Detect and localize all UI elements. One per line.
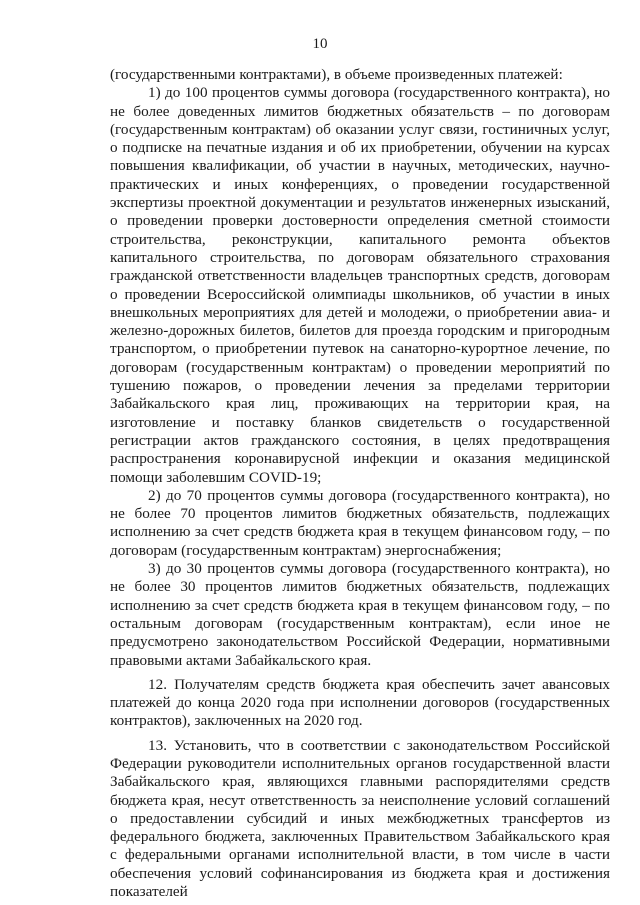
paragraph-item-1: 1) до 100 процентов суммы договора (государственного контракта), но не более доведенных лимитов бюджетных обязательств – по договорам (государственным контрактам) об оказании услуг связи, гостиничных услуг, о подписке на печатные издания и об их приобретении, обучении на курсах повышения квалификации, об участии в научных, методических, научно-практических и иных конференциях, о проведении государственной экспертизы проектной документации и результатов инженерных изысканий, о проведении проверки достоверности определения сметной стоимости строительства, реконструкции, капитального ремонта объектов капитального строительства, по договорам обязательного страхования гражданской ответственности владельцев транспортных средств, договорам о проведении Всероссийской олимпиады школьников, об участии в иных внешкольных мероприятиях для детей и молодежи, о приобретении авиа- и железно-дорожных билетов, билетов для проезда городским и пригородным транспортом, о приобретении путевок на санаторно-курортное лечение, по договорам (государственным контрактам) о проведении мероприятий по тушению пожаров, о проведении лечения за пределами территории Забайкальского края лиц, проживающих на территории края, на изготовление и поставку бланков свидетельств о государственной регистрации актов гражданского состояния, в целях предотвращения распространения коронавирусной инфекции и оказания медицинской помощи заболевшим COVID-19; xyxy=(110,84,610,486)
page-number: 10 xyxy=(312,36,328,52)
paragraph-item-3: 3) до 30 процентов суммы договора (государственного контракта), но не более 30 процентов лимитов бюджетных обязательств, подлежащих исполнению за счет средств бюджета края в текущем финансовом году, – по остальным договорам (государственным контрактам), если иное не предусмотрено законодательством Российской Федерации, нормативными правовыми актами Забайкальского края. xyxy=(110,560,610,669)
paragraph-continuation: (государственными контрактами), в объеме произведенных платежей: xyxy=(110,66,563,83)
document-body xyxy=(110,66,610,901)
paragraph-clause-12: 12. Получателям средств бюджета края обеспечить зачет авансовых платежей до конца 2020 года при исполнении договоров (государственных контрактов), заключенных на 2020 год. xyxy=(110,675,610,730)
paragraph-clause-13: 13. Установить, что в соответствии с законодательством Российской Федерации руководители исполнительных органов государственной власти Забайкальского края, являющихся главными распорядителями средств бюджета края, несут ответственность за неисполнение условий соглашений о предоставлении субсидий и иных межбюджетных трансфертов из федерального бюджета, заключенных Правительством Забайкальского края с федеральными органами исполнительной власти, в том числе в части обеспечения условий софинансирования из бюджета края и достижения показателей xyxy=(110,736,610,901)
paragraph-item-2: 2) до 70 процентов суммы договора (государственного контракта), но не более 70 процентов лимитов бюджетных обязательств, подлежащих исполнению за счет средств бюджета края в текущем финансовом году, – по договорам (государственным контрактам) энергоснабжения; xyxy=(110,486,610,559)
